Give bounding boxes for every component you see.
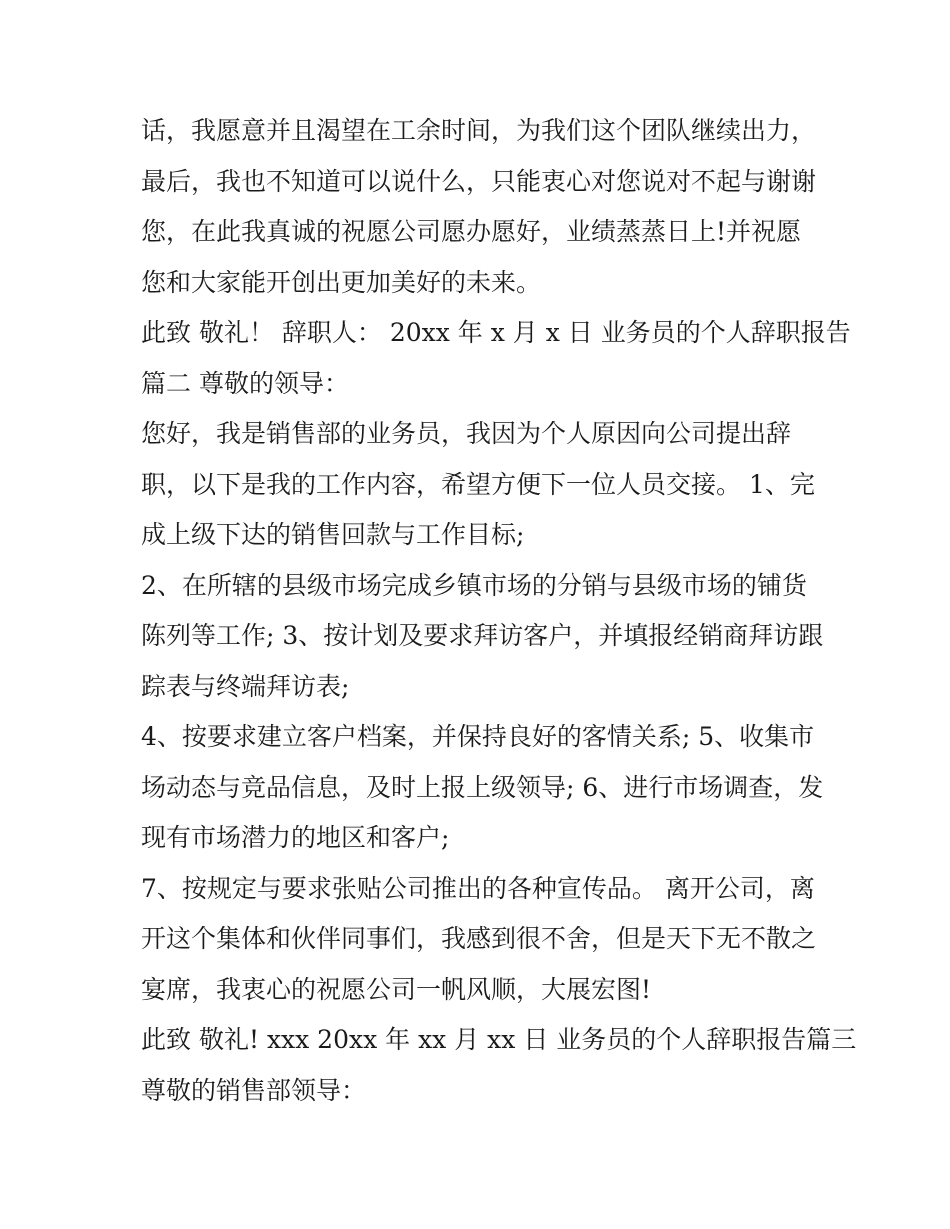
text-line: 尊敬的销售部领导： <box>141 1075 367 1105</box>
text-line: 话，我愿意并且渴望在工余时间，为我们这个团队继续出力， <box>141 116 817 145</box>
text-line: 职，以下是我的工作内容，希望方便下一位人员交接。 1、完 <box>141 469 815 499</box>
text-line: 4、按要求建立客户档案，并保持良好的客情关系; 5、收集市 <box>141 722 815 751</box>
text-line: 此致 敬礼! xxx 20xx 年 xx 月 xx 日 业务员的个人辞职报告篇三 <box>141 1025 857 1054</box>
text-line: 踪表与终端拜访表; <box>141 671 350 701</box>
text-line: 开这个集体和伙伴同事们，我感到很不舍，但是天下无不散之 <box>141 924 817 953</box>
text-line: 您好，我是销售部的业务员，我因为个人原因向公司提出辞 <box>141 419 792 448</box>
text-line: 7、按规定与要求张贴公司推出的各种宣传品。 离开公司，离 <box>141 873 815 903</box>
text-line: 您和大家能开创出更加美好的未来。 <box>141 267 542 297</box>
text-line: 成上级下达的销售回款与工作目标; <box>141 520 525 549</box>
text-line: 场动态与竞品信息，及时上报上级领导; 6、进行市场调查，发 <box>141 772 824 802</box>
text-line: 篇二 尊敬的领导： <box>141 368 349 398</box>
document-body <box>141 106 857 1116</box>
text-line: 2、在所辖的县级市场完成乡镇市场的分销与县级市场的铺货 <box>141 570 807 600</box>
text-line: 陈列等工作; 3、按计划及要求拜访客户，并填报经销商拜访跟 <box>141 621 824 650</box>
text-line: 您，在此我真诚的祝愿公司愿办愿好，业绩蒸蒸日上!并祝愿 <box>141 217 802 246</box>
text-line: 最后，我也不知道可以说什么，只能衷心对您说对不起与谢谢 <box>141 166 817 196</box>
text-line: 现有市场潜力的地区和客户; <box>141 823 450 852</box>
text-line: 此致 敬礼！ 辞职人： 20xx 年 x 月 x 日 业务员的个人辞职报告 <box>141 318 851 347</box>
text-line: 宴席，我衷心的祝愿公司一帆风顺，大展宏图! <box>141 974 652 1004</box>
